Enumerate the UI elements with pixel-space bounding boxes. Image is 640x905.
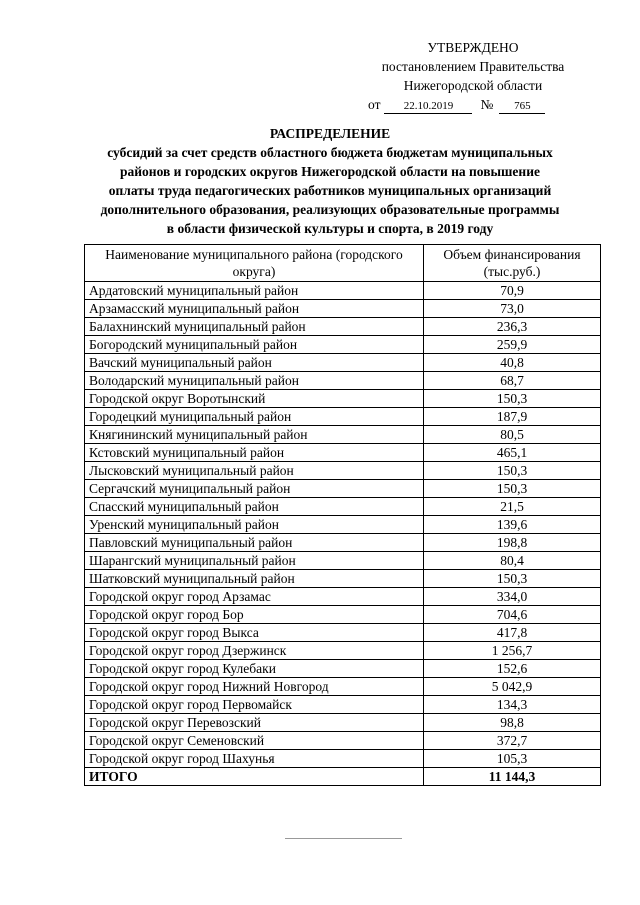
district-name: Спасский муниципальный район (85, 498, 424, 516)
approval-authority: постановлением Правительства (381, 59, 565, 74)
total-label: ИТОГО (85, 768, 424, 786)
district-name: Городской округ Воротынский (85, 390, 424, 408)
funding-amount: 139,6 (424, 516, 601, 534)
district-name: Городской округ город Дзержинск (85, 642, 424, 660)
district-name: Городской округ Перевозский (85, 714, 424, 732)
table-row (85, 390, 601, 408)
decree-number: 765 (499, 99, 545, 114)
table-header-row (85, 245, 601, 282)
district-name: Уренский муниципальный район (85, 516, 424, 534)
funding-amount: 198,8 (424, 534, 601, 552)
table-row (85, 624, 601, 642)
funding-amount: 152,6 (424, 660, 601, 678)
funding-amount: 150,3 (424, 480, 601, 498)
funding-amount: 150,3 (424, 390, 601, 408)
decree-from-label: от (368, 97, 381, 112)
approval-stamp (368, 38, 578, 95)
table-row (85, 408, 601, 426)
table-row (85, 588, 601, 606)
table-row (85, 336, 601, 354)
district-name: Городской округ город Кулебаки (85, 660, 424, 678)
funding-amount: 40,8 (424, 354, 601, 372)
title-line: дополнительного образования, реализующих образовательные программы (100, 202, 560, 217)
table-row (85, 462, 601, 480)
district-name: Арзамасский муниципальный район (85, 300, 424, 318)
funding-amount: 236,3 (424, 318, 601, 336)
funding-amount: 187,9 (424, 408, 601, 426)
district-name: Кстовский муниципальный район (85, 444, 424, 462)
district-name: Городецкий муниципальный район (85, 408, 424, 426)
table-row (85, 480, 601, 498)
funding-amount: 150,3 (424, 570, 601, 588)
district-name: Городской округ город Выкса (85, 624, 424, 642)
district-name: Городской округ город Шахунья (85, 750, 424, 768)
decree-date: 22.10.2019 (384, 99, 472, 114)
table-row (85, 282, 601, 300)
approval-heading: УТВЕРЖДЕНО (427, 40, 519, 55)
table-row (85, 642, 601, 660)
district-name: Городской округ город Нижний Новгород (85, 678, 424, 696)
total-value: 11 144,3 (424, 768, 601, 786)
funding-amount: 417,8 (424, 624, 601, 642)
funding-amount: 134,3 (424, 696, 601, 714)
district-name: Балахнинский муниципальный район (85, 318, 424, 336)
table-row (85, 300, 601, 318)
district-name: Ардатовский муниципальный район (85, 282, 424, 300)
table-row (85, 354, 601, 372)
district-name: Богородский муниципальный район (85, 336, 424, 354)
table-row (85, 318, 601, 336)
funding-amount: 465,1 (424, 444, 601, 462)
funding-amount: 372,7 (424, 732, 601, 750)
distribution-table (84, 244, 601, 786)
district-name: Шатковский муниципальный район (85, 570, 424, 588)
funding-amount: 5 042,9 (424, 678, 601, 696)
table-row (85, 444, 601, 462)
table-row (85, 534, 601, 552)
district-name: Городской округ город Бор (85, 606, 424, 624)
table-row (85, 498, 601, 516)
column-header-district: Наименование муниципального района (городского округа) (85, 245, 424, 282)
table-row (85, 714, 601, 732)
title-line: оплаты труда педагогических работников муниципальных организаций (108, 183, 552, 198)
table-row (85, 660, 601, 678)
funding-amount: 80,4 (424, 552, 601, 570)
table-row (85, 750, 601, 768)
funding-amount: 704,6 (424, 606, 601, 624)
district-name: Сергачский муниципальный район (85, 480, 424, 498)
district-name: Лысковский муниципальный район (85, 462, 424, 480)
title-line: в области физической культуры и спорта, в 2019 году (166, 221, 494, 236)
district-name: Шарангский муниципальный район (85, 552, 424, 570)
funding-amount: 150,3 (424, 462, 601, 480)
title-line: субсидий за счет средств областного бюджета бюджетам муниципальных (107, 145, 553, 160)
funding-amount: 259,9 (424, 336, 601, 354)
approval-region: Нижегородской области (403, 78, 543, 93)
table-row (85, 696, 601, 714)
footer-divider (285, 838, 402, 839)
funding-amount: 98,8 (424, 714, 601, 732)
column-header-amount: Объем финансирования (тыс.руб.) (424, 245, 601, 282)
funding-amount: 105,3 (424, 750, 601, 768)
district-name: Городской округ Семеновский (85, 732, 424, 750)
district-name: Городской округ город Первомайск (85, 696, 424, 714)
table-row (85, 426, 601, 444)
funding-amount: 73,0 (424, 300, 601, 318)
district-name: Городской округ город Арзамас (85, 588, 424, 606)
table-row (85, 570, 601, 588)
document-title (40, 124, 620, 238)
funding-amount: 334,0 (424, 588, 601, 606)
funding-amount: 21,5 (424, 498, 601, 516)
table-row (85, 372, 601, 390)
table-row (85, 606, 601, 624)
funding-amount: 70,9 (424, 282, 601, 300)
table-row (85, 678, 601, 696)
table-row (85, 516, 601, 534)
title-line: районов и городских округов Нижегородской области на повышение (120, 164, 540, 179)
district-name: Павловский муниципальный район (85, 534, 424, 552)
decree-reference (368, 95, 578, 114)
table-row (85, 732, 601, 750)
funding-amount: 1 256,7 (424, 642, 601, 660)
total-row (85, 768, 601, 786)
table-row (85, 552, 601, 570)
district-name: Володарский муниципальный район (85, 372, 424, 390)
district-name: Вачский муниципальный район (85, 354, 424, 372)
funding-amount: 80,5 (424, 426, 601, 444)
decree-number-label: № (480, 97, 494, 112)
funding-amount: 68,7 (424, 372, 601, 390)
district-name: Княгининский муниципальный район (85, 426, 424, 444)
title-heading: РАСПРЕДЕЛЕНИЕ (269, 126, 391, 141)
